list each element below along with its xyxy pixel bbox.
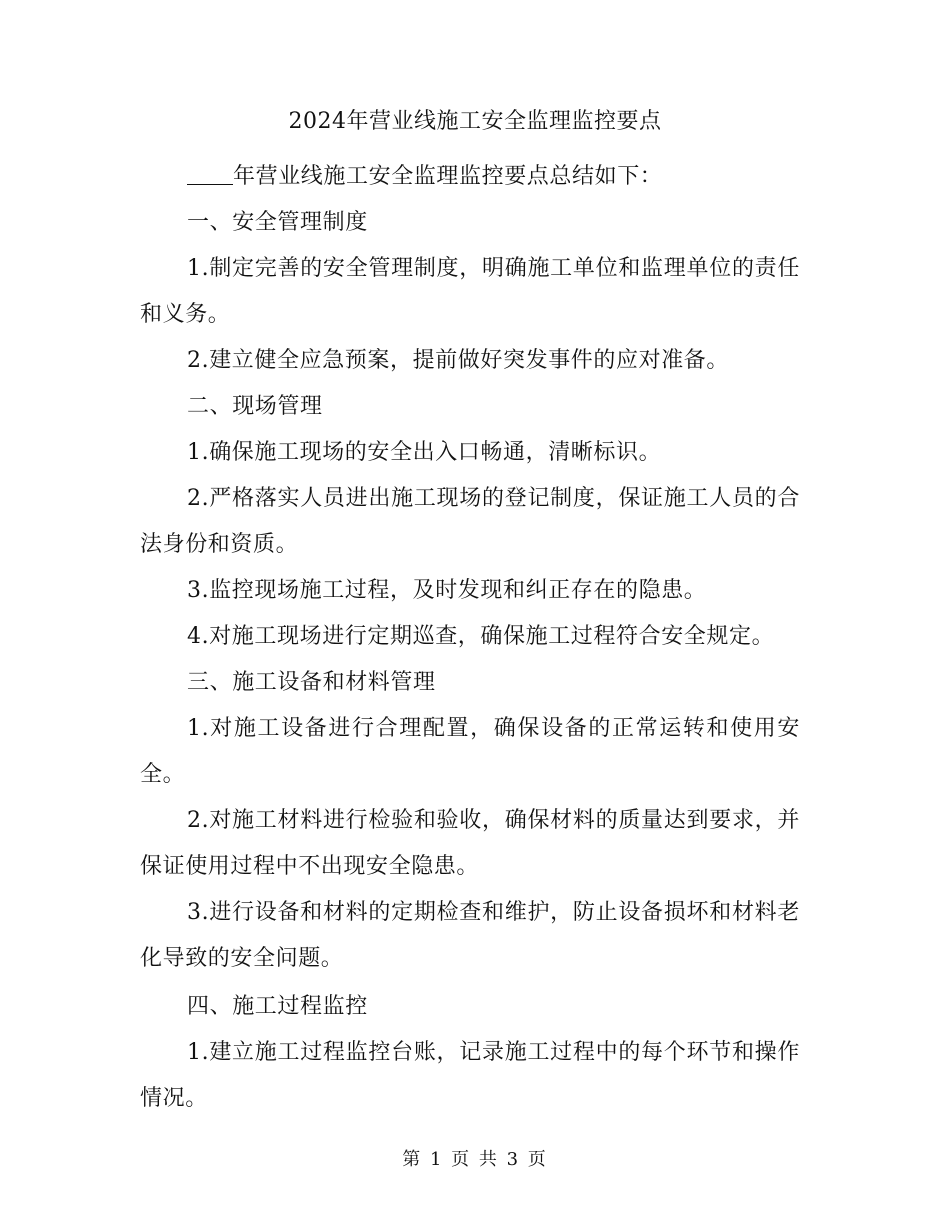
intro-paragraph — [140, 154, 800, 200]
paragraph: 1.制定完善的安全管理制度，明确施工单位和监理单位的责任和义务。 — [140, 256, 800, 327]
section-heading-2: 二、现场管理 — [187, 394, 323, 419]
section-heading-1: 一、安全管理制度 — [187, 210, 368, 235]
paragraph: 1.建立施工过程监控台账，记录施工过程中的每个环节和操作情况。 — [140, 1040, 800, 1111]
paragraph: 2.严格落实人员进出施工现场的登记制度，保证施工人员的合法身份和资质。 — [140, 486, 800, 557]
page-number: 第 1 页 共 3 页 — [402, 1149, 548, 1170]
paragraph: 1.确保施工现场的安全出入口畅通，清晰标识。 — [187, 440, 662, 465]
section-heading-4: 四、施工过程监控 — [187, 994, 368, 1019]
intro-text: 年营业线施工安全监理监控要点总结如下： — [233, 164, 663, 189]
document-body — [140, 154, 800, 1122]
document-title: 2024年营业线施工安全监理监控要点 — [288, 109, 662, 134]
paragraph: 2.建立健全应急预案，提前做好突发事件的应对准备。 — [187, 348, 729, 373]
paragraph: 3.进行设备和材料的定期检查和维护，防止设备损坏和材料老化导致的安全问题。 — [140, 900, 800, 971]
paragraph: 3.监控现场施工过程，及时发现和纠正存在的隐患。 — [187, 578, 707, 603]
paragraph: 4.对施工现场进行定期巡查，确保施工过程符合安全规定。 — [187, 624, 775, 649]
paragraph: 2.对施工材料进行检验和验收，确保材料的质量达到要求，并保证使用过程中不出现安全隐患。 — [140, 808, 800, 879]
blank-line — [187, 162, 233, 185]
section-heading-3: 三、施工设备和材料管理 — [187, 670, 436, 695]
paragraph: 1.对施工设备进行合理配置，确保设备的正常运转和使用安全。 — [140, 716, 800, 787]
